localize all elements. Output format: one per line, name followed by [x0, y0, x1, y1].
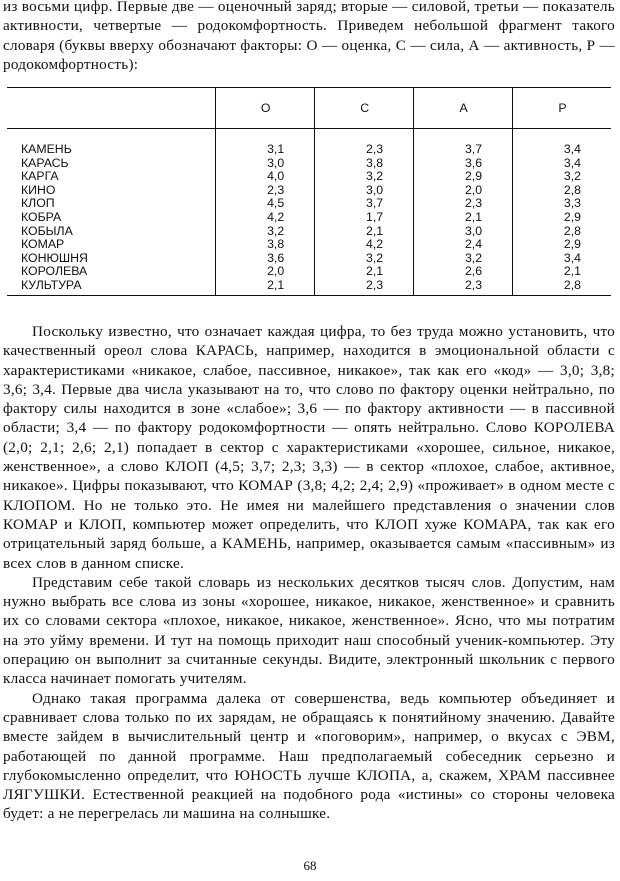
- word-cell: КУЛЬТУРА: [21, 277, 82, 292]
- value-cell: 2,4: [414, 238, 513, 252]
- value-cell: 2,3: [414, 197, 513, 211]
- value-cell: 3,2: [513, 170, 611, 184]
- factor-table: [7, 87, 611, 296]
- value-cell: 3,2: [414, 252, 513, 266]
- value-cell: 2,6: [414, 265, 513, 279]
- value-cell: 2,8: [513, 225, 611, 239]
- value-cell: 3,3: [513, 197, 611, 211]
- table-row: [7, 157, 611, 171]
- value-cell: 2,1: [216, 279, 315, 295]
- word-cell: КАМЕНЬ: [21, 142, 72, 156]
- table-row: [7, 279, 611, 295]
- value-cell: 2,3: [315, 129, 414, 157]
- value-cell: 3,2: [315, 170, 414, 184]
- paragraph-1: Поскольку известно, что означает каждая цифра, то без труда можно установить, что качественный ореол слова КАРАСЬ, например, находится в эмоциональной области с характеристиками «никакое, слабое, пассивное, никакое», так как его «код» — 3,0; 3,8; 3,6; 3,4. Первые два числа указывают на то, что слово по фактору оценки нейтрально, по фактору силы находится в зоне «слабое»; 3,6 — по фактору активности — в пассивной области; 3,4 — по фактору родокомфортности — опять нейтрально. Слово КОРОЛЕВА (2,0; 2,1; 2,6; 2,1) попадает в сектор с характеристиками «хорошее, сильное, никакое, женственное», а слово КЛОП (4,5; 3,7; 2,3; 3,3) — в сектор «плохое, слабое, активное, никакое». Цифры показывают, что КОМАР (3,8; 4,2; 2,4; 2,9) «проживает» в одном месте с КЛОПОМ. Но не только это. Не имея ни малейшего представления о значении слов КОМАР и КЛОП, компьютер может определить, что КЛОП хуже КОМАРА, так как его отрицательный заряд больше, а КАМЕНЬ, например, оказывается самым «пассивным» из всех слов в данном списке.: [3, 323, 615, 572]
- value-cell: 3,6: [414, 157, 513, 171]
- header-o: О: [216, 88, 315, 129]
- table-row: [7, 225, 611, 239]
- header-word-cell: [7, 88, 216, 129]
- table-row: [7, 170, 611, 184]
- word-cell: КЛОП: [21, 196, 55, 211]
- body-text: [3, 322, 615, 824]
- word-cell: КОНЮШНЯ: [21, 250, 88, 265]
- value-cell: 2,9: [414, 170, 513, 184]
- paragraph-3: Однако такая программа далека от совершенства, ведь компьютер объединяет и сравнивает слова только по их зарядам, не обращаясь к понятийному значению. Давайте вместе зайдем в вычислительный центр и «поговорим», например, о вкусах с ЭВМ, работающей по данной программе. Наш предполагаемый собеседник серьезно и глубокомысленно определит, что ЮНОСТЬ лучше КЛОПА, а, скажем, ХРАМ пассивнее ЛЯГУШКИ. Естественной реакцией на подобного рода «истины» со стороны человека будет: а не перегрелась ли машина на солнышке.: [3, 689, 615, 823]
- value-cell: 3,4: [513, 157, 611, 171]
- value-cell: 4,0: [216, 170, 315, 184]
- word-cell: КОБРА: [21, 209, 62, 224]
- word-cell: КОРОЛЕВА: [21, 264, 88, 279]
- word-cell: КИНО: [21, 182, 56, 197]
- value-cell: 2,0: [216, 265, 315, 279]
- table-header-row: [7, 88, 611, 129]
- table-row: [7, 238, 611, 252]
- value-cell: 3,4: [513, 252, 611, 266]
- value-cell: 3,7: [315, 197, 414, 211]
- value-cell: 4,2: [216, 211, 315, 225]
- header-s: С: [315, 88, 414, 129]
- value-cell: 2,9: [513, 211, 611, 225]
- value-cell: 2,9: [513, 238, 611, 252]
- value-cell: 2,1: [315, 225, 414, 239]
- word-cell: КОБЫЛА: [21, 223, 73, 238]
- value-cell: 3,0: [315, 184, 414, 198]
- paragraph-2: Представим себе такой словарь из нескольких десятков тысяч слов. Допустим, нам нужно выбрать все слова из зоны «хорошее, никакое, никакое, женственное» и сравнить их со словами сектора «плохое, никакое, никакое, женственное». Ясно, что мы потратим на это уйму времени. И тут на помощь приходит наш способный ученик-компьютер. Эту операцию он выполнит за считанные секунды. Видите, электронный школьник с первого класса начинает помогать учителям.: [3, 573, 615, 688]
- header-a: А: [414, 88, 513, 129]
- header-r: Р: [513, 88, 611, 129]
- value-cell: 3,8: [216, 238, 315, 252]
- value-cell: 3,2: [315, 252, 414, 266]
- intro-paragraph: из восьми цифр. Первые две — оценочный заряд; вторые — силовой, третьи — показатель активности, четвертые — родокомфортность. Приведем небольшой фрагмент такого словаря (буквы вверху обозначают факторы: О — оценка, С — сила, А — активность, Р — родокомфортность):: [3, 0, 615, 73]
- word-cell: КАРГА: [21, 169, 59, 184]
- word-cell: КОМАР: [21, 237, 65, 252]
- value-cell: 2,8: [513, 279, 611, 295]
- value-cell: 3,2: [216, 225, 315, 239]
- value-cell: 2,1: [315, 265, 414, 279]
- value-cell: 4,5: [216, 197, 315, 211]
- value-cell: 2,3: [414, 279, 513, 295]
- value-cell: 2,0: [414, 184, 513, 198]
- word-cell: КАРАСЬ: [21, 155, 69, 170]
- table-row: [7, 265, 611, 279]
- value-cell: 2,3: [216, 184, 315, 198]
- page-number: 68: [303, 858, 317, 873]
- table-row: [7, 197, 611, 211]
- value-cell: 3,0: [216, 157, 315, 171]
- value-cell: 3,4: [513, 129, 611, 157]
- value-cell: 2,3: [315, 279, 414, 295]
- value-cell: 3,1: [216, 129, 315, 157]
- table-row: [7, 129, 611, 157]
- value-cell: 3,6: [216, 252, 315, 266]
- value-cell: 2,8: [513, 184, 611, 198]
- value-cell: 2,1: [414, 211, 513, 225]
- value-cell: 3,8: [315, 157, 414, 171]
- value-cell: 2,1: [513, 265, 611, 279]
- table-row: [7, 252, 611, 266]
- table-row: [7, 211, 611, 225]
- table-row: [7, 184, 611, 198]
- value-cell: 3,0: [414, 225, 513, 239]
- value-cell: 1,7: [315, 211, 414, 225]
- value-cell: 3,7: [414, 129, 513, 157]
- value-cell: 4,2: [315, 238, 414, 252]
